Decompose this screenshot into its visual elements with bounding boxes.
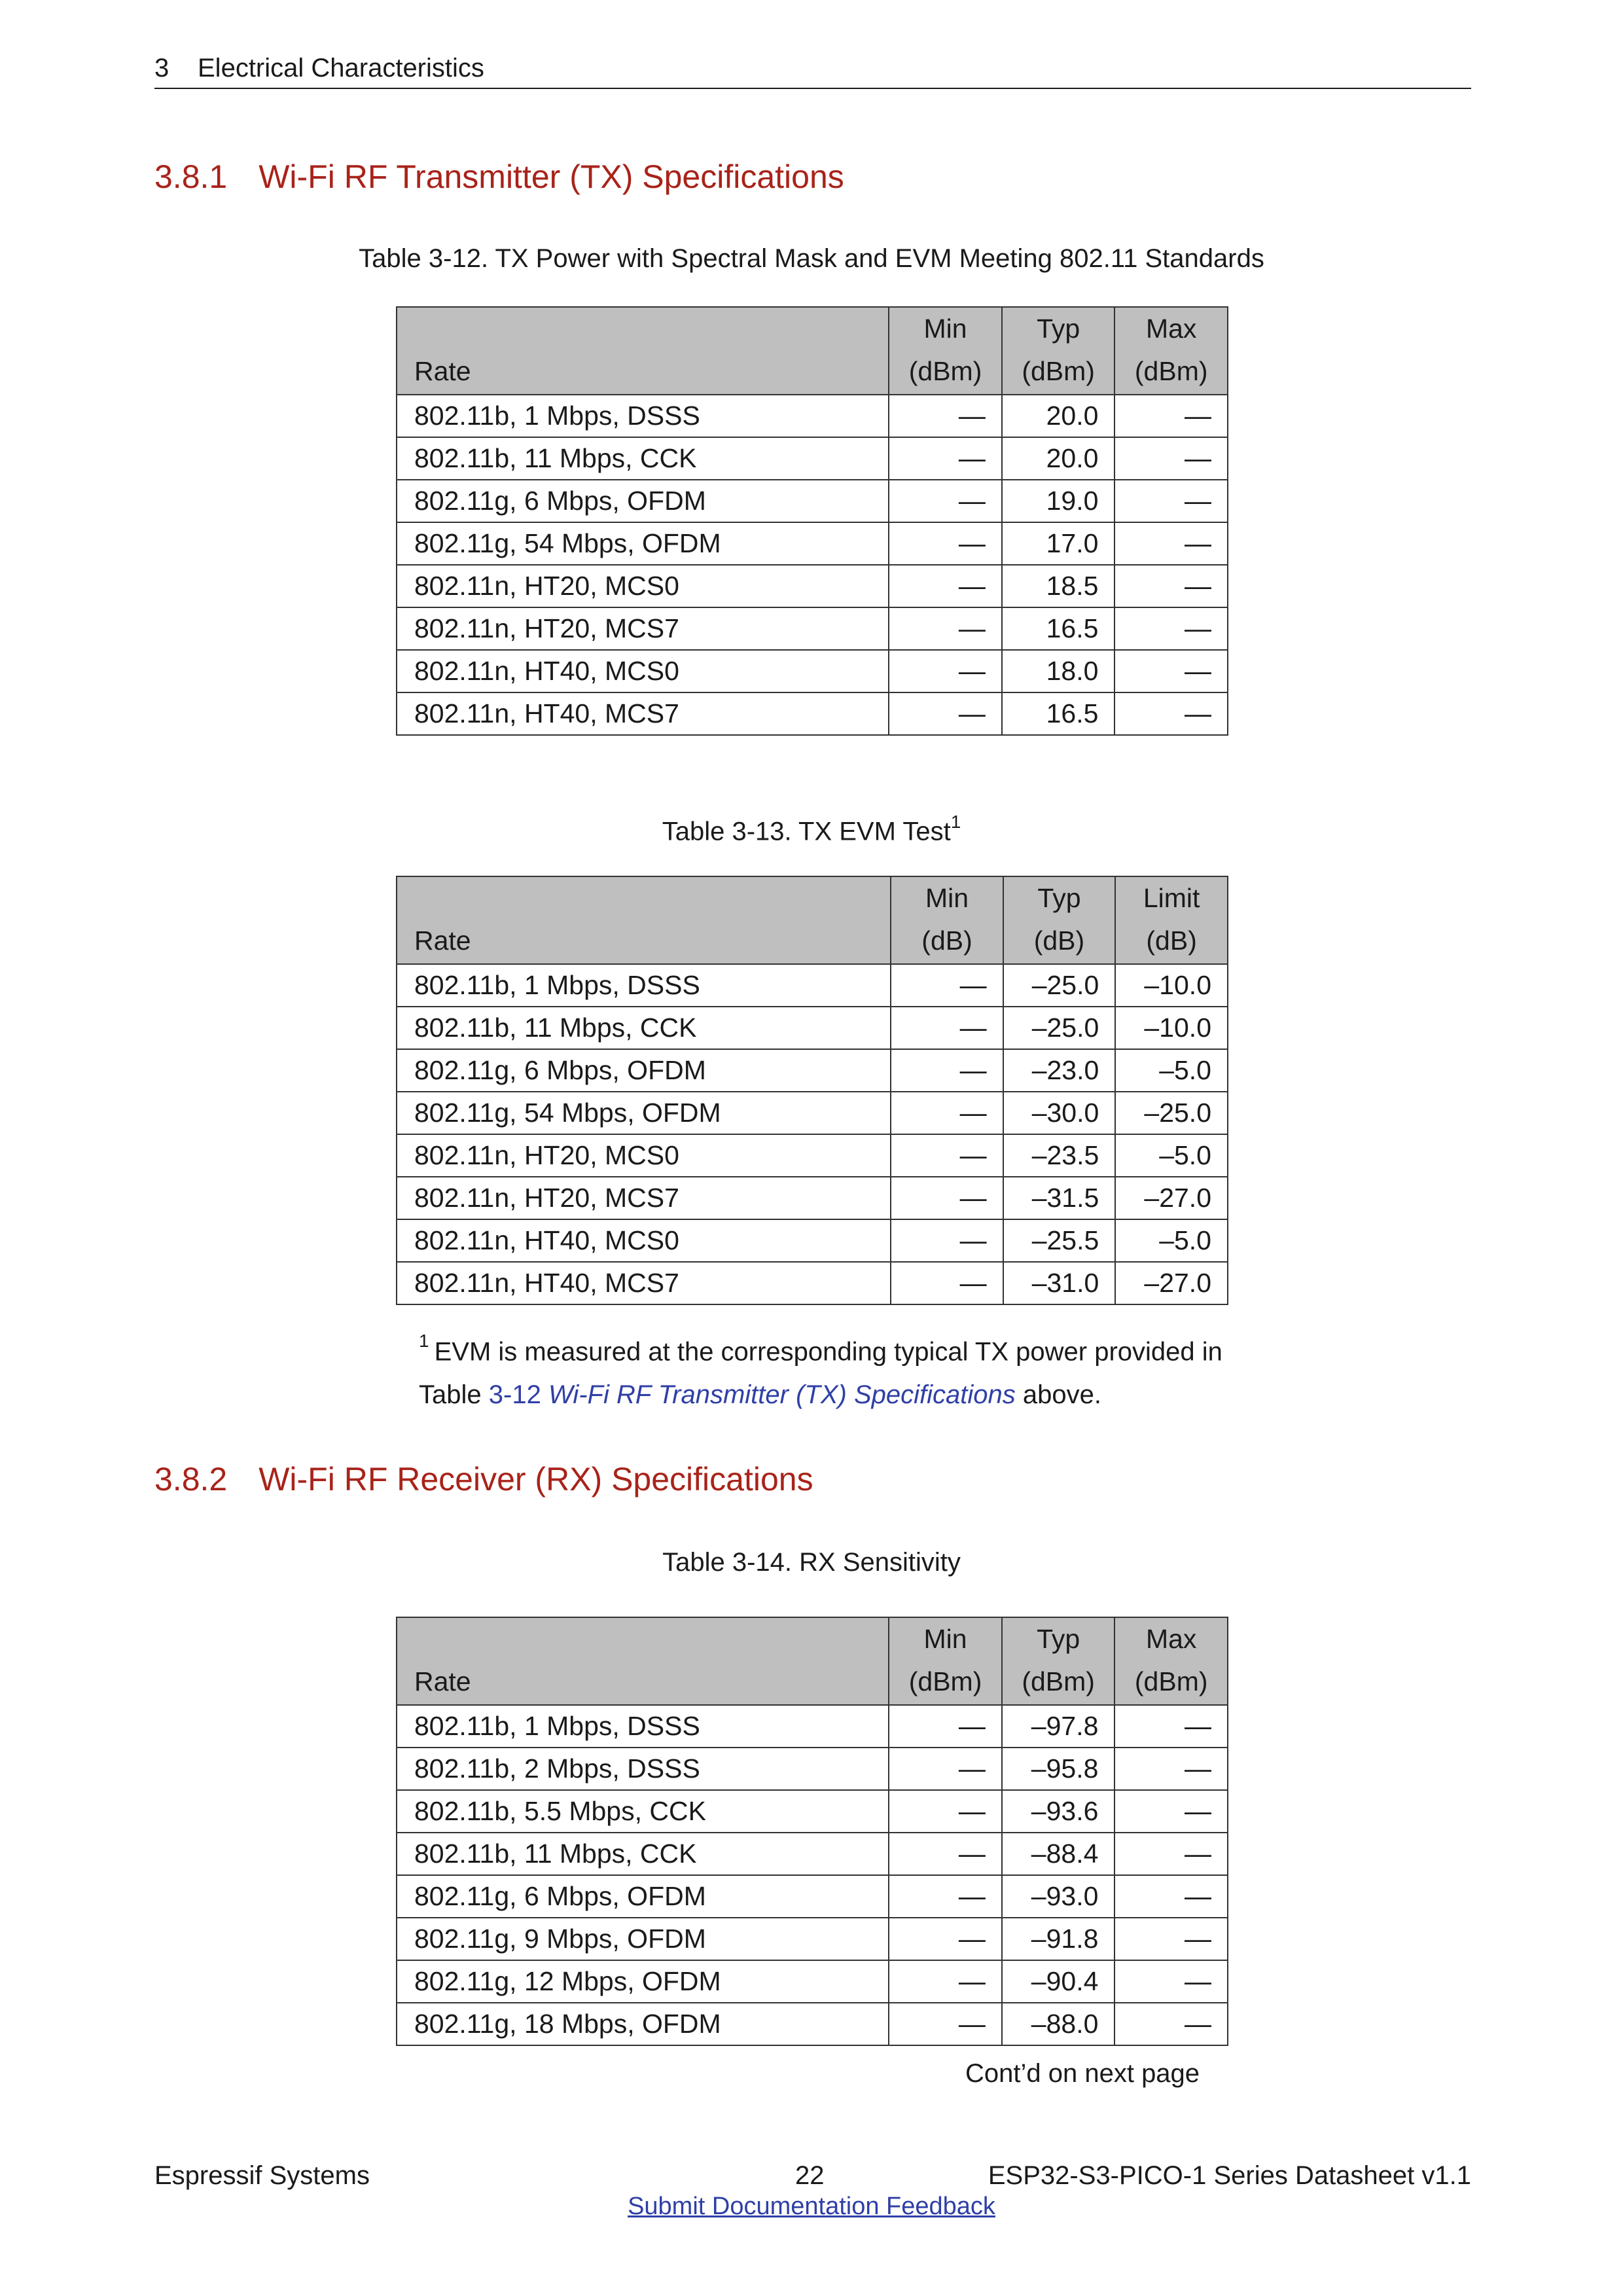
value-cell: –90.4: [1002, 1960, 1115, 2003]
value-cell: –27.0: [1115, 1262, 1228, 1304]
value-cell: –25.0: [1115, 1092, 1228, 1134]
table-row: [397, 1748, 1228, 1790]
value-cell: —: [1115, 650, 1228, 692]
rate-cell: 802.11g, 54 Mbps, OFDM: [397, 522, 889, 565]
section-heading-3-8-1: [154, 157, 844, 196]
table-row: [397, 1219, 1228, 1262]
value-cell: —: [889, 565, 1002, 607]
value-cell: –93.6: [1002, 1790, 1115, 1833]
value-cell: 20.0: [1002, 437, 1115, 480]
value-cell: –25.0: [1003, 1007, 1116, 1049]
footnote-mark: 1: [950, 812, 961, 832]
header-rate: Rate: [397, 307, 889, 395]
value-cell: 18.0: [1002, 650, 1115, 692]
value-cell: –97.8: [1002, 1705, 1115, 1748]
value-cell: 17.0: [1002, 522, 1115, 565]
table-row: [397, 607, 1228, 650]
value-cell: —: [1115, 607, 1228, 650]
value-cell: –10.0: [1115, 964, 1228, 1007]
value-cell: –95.8: [1002, 1748, 1115, 1790]
value-cell: —: [1115, 2003, 1228, 2045]
value-cell: —: [891, 964, 1003, 1007]
value-cell: —: [1115, 480, 1228, 522]
running-header: [154, 48, 1471, 89]
value-cell: —: [889, 650, 1002, 692]
value-cell: —: [889, 1748, 1002, 1790]
section-title: Wi-Fi RF Receiver (RX) Specifications: [259, 1461, 813, 1498]
value-cell: –30.0: [1003, 1092, 1116, 1134]
value-cell: —: [889, 1960, 1002, 2003]
value-cell: —: [891, 1049, 1003, 1092]
value-cell: –27.0: [1115, 1177, 1228, 1219]
value-cell: 20.0: [1002, 395, 1115, 437]
value-cell: –23.0: [1003, 1049, 1116, 1092]
value-cell: —: [889, 1790, 1002, 1833]
value-cell: –5.0: [1115, 1049, 1228, 1092]
table-row: [397, 1918, 1228, 1960]
rate-cell: 802.11n, HT40, MCS7: [397, 692, 889, 735]
value-cell: –25.5: [1003, 1219, 1116, 1262]
value-cell: –31.0: [1003, 1262, 1116, 1304]
table-row: [397, 2003, 1228, 2045]
value-cell: –88.4: [1002, 1833, 1115, 1875]
value-cell: —: [1115, 565, 1228, 607]
value-cell: –23.5: [1003, 1134, 1116, 1177]
value-cell: —: [1115, 522, 1228, 565]
rx-sensitivity-table: [396, 1617, 1228, 2046]
tx-power-table: [396, 306, 1228, 736]
rate-cell: 802.11g, 6 Mbps, OFDM: [397, 1875, 889, 1918]
value-cell: –5.0: [1115, 1134, 1228, 1177]
table-row: [397, 1007, 1228, 1049]
value-cell: —: [889, 692, 1002, 735]
tx-evm-table: [396, 876, 1228, 1305]
value-cell: —: [1115, 1960, 1228, 2003]
table-row: [397, 1092, 1228, 1134]
table-header-row: [397, 307, 1228, 395]
value-cell: 18.5: [1002, 565, 1115, 607]
rate-cell: 802.11b, 11 Mbps, CCK: [397, 1833, 889, 1875]
rate-cell: 802.11b, 11 Mbps, CCK: [397, 1007, 891, 1049]
value-cell: —: [891, 1262, 1003, 1304]
value-cell: –93.0: [1002, 1875, 1115, 1918]
section-heading-3-8-2: [154, 1460, 813, 1499]
value-cell: —: [889, 607, 1002, 650]
page-number: 22: [795, 2161, 825, 2190]
rate-cell: 802.11n, HT20, MCS0: [397, 1134, 891, 1177]
value-cell: —: [889, 1918, 1002, 1960]
table-3-14-caption: Table 3-14. RX Sensitivity: [662, 1548, 961, 1577]
value-cell: –91.8: [1002, 1918, 1115, 1960]
value-cell: —: [889, 437, 1002, 480]
value-cell: —: [1115, 1748, 1228, 1790]
value-cell: —: [889, 395, 1002, 437]
table-row: [397, 565, 1228, 607]
section-title: Wi-Fi RF Transmitter (TX) Specifications: [259, 158, 844, 195]
value-cell: —: [891, 1092, 1003, 1134]
table-row: [397, 1875, 1228, 1918]
chapter-number: 3: [154, 54, 169, 82]
header-rate: Rate: [397, 876, 891, 964]
header-max: Max (dBm): [1115, 1617, 1228, 1705]
value-cell: —: [889, 480, 1002, 522]
table-reference-link[interactable]: 3-12 Wi-Fi RF Transmitter (TX) Specifications: [488, 1380, 1016, 1410]
rate-cell: 802.11b, 1 Mbps, DSSS: [397, 395, 889, 437]
value-cell: —: [1115, 1790, 1228, 1833]
value-cell: —: [1115, 692, 1228, 735]
table-row: [397, 964, 1228, 1007]
footer-company: Espressif Systems: [154, 2161, 370, 2190]
table-row: [397, 692, 1228, 735]
table-row: [397, 1262, 1228, 1304]
value-cell: —: [1115, 1705, 1228, 1748]
table-row: [397, 1960, 1228, 2003]
value-cell: 16.5: [1002, 692, 1115, 735]
table-row: [397, 1790, 1228, 1833]
rate-cell: 802.11b, 2 Mbps, DSSS: [397, 1748, 889, 1790]
table-row: [397, 1177, 1228, 1219]
rate-cell: 802.11n, HT40, MCS0: [397, 1219, 891, 1262]
header-min: Min (dBm): [889, 307, 1002, 395]
value-cell: —: [891, 1007, 1003, 1049]
value-cell: –25.0: [1003, 964, 1116, 1007]
rate-cell: 802.11b, 1 Mbps, DSSS: [397, 964, 891, 1007]
rate-cell: 802.11b, 11 Mbps, CCK: [397, 437, 889, 480]
header-typ: Typ (dB): [1003, 876, 1116, 964]
value-cell: —: [891, 1177, 1003, 1219]
value-cell: —: [1115, 395, 1228, 437]
value-cell: —: [889, 1833, 1002, 1875]
table-row: [397, 1833, 1228, 1875]
chapter-title: Electrical Characteristics: [198, 54, 484, 82]
submit-feedback-link[interactable]: Submit Documentation Feedback: [628, 2193, 995, 2220]
table-row: [397, 1134, 1228, 1177]
value-cell: –10.0: [1115, 1007, 1228, 1049]
header-typ: Typ (dBm): [1002, 307, 1115, 395]
table-row: [397, 522, 1228, 565]
value-cell: —: [889, 522, 1002, 565]
value-cell: 19.0: [1002, 480, 1115, 522]
section-number: 3.8.1: [154, 158, 228, 195]
rate-cell: 802.11g, 9 Mbps, OFDM: [397, 1918, 889, 1960]
rate-cell: 802.11n, HT20, MCS7: [397, 1177, 891, 1219]
rate-cell: 802.11b, 1 Mbps, DSSS: [397, 1705, 889, 1748]
rate-cell: 802.11g, 12 Mbps, OFDM: [397, 1960, 889, 2003]
header-min: Min (dB): [891, 876, 1003, 964]
value-cell: —: [1115, 1918, 1228, 1960]
value-cell: —: [1115, 1875, 1228, 1918]
value-cell: —: [891, 1134, 1003, 1177]
header-typ: Typ (dBm): [1002, 1617, 1115, 1705]
table-row: [397, 395, 1228, 437]
rate-cell: 802.11g, 18 Mbps, OFDM: [397, 2003, 889, 2045]
table-header-row: [397, 876, 1228, 964]
rate-cell: 802.11n, HT40, MCS0: [397, 650, 889, 692]
value-cell: –5.0: [1115, 1219, 1228, 1262]
table-header-row: [397, 1617, 1228, 1705]
continued-note: Cont’d on next page: [965, 2059, 1200, 2088]
value-cell: —: [1115, 1833, 1228, 1875]
header-max: Max (dBm): [1115, 307, 1228, 395]
rate-cell: 802.11n, HT20, MCS7: [397, 607, 889, 650]
value-cell: —: [889, 1705, 1002, 1748]
table-3-13-caption: Table 3-13. TX EVM Test$^1$: [662, 812, 961, 846]
section-number: 3.8.2: [154, 1461, 228, 1498]
rate-cell: 802.11g, 6 Mbps, OFDM: [397, 1049, 891, 1092]
value-cell: —: [891, 1219, 1003, 1262]
table-row: [397, 1705, 1228, 1748]
value-cell: —: [889, 2003, 1002, 2045]
table-row: [397, 480, 1228, 522]
footer-doc-title: ESP32-S3-PICO-1 Series Datasheet v1.1: [988, 2161, 1471, 2190]
header-limit: Limit (dB): [1115, 876, 1228, 964]
table-footnote: $^1$ EVM is measured at the corresponding typical TX power provided in Table 3-12 Wi-Fi RF Transmitter (TX) Specifications above.: [419, 1331, 1222, 1410]
value-cell: –31.5: [1003, 1177, 1116, 1219]
header-min: Min (dBm): [889, 1617, 1002, 1705]
table-row: [397, 437, 1228, 480]
rate-cell: 802.11n, HT20, MCS0: [397, 565, 889, 607]
value-cell: –88.0: [1002, 2003, 1115, 2045]
header-rate: Rate: [397, 1617, 889, 1705]
rate-cell: 802.11g, 54 Mbps, OFDM: [397, 1092, 891, 1134]
table-row: [397, 650, 1228, 692]
feedback-link-row: [0, 2190, 1623, 2223]
value-cell: —: [1115, 437, 1228, 480]
table-row: [397, 1049, 1228, 1092]
rate-cell: 802.11b, 5.5 Mbps, CCK: [397, 1790, 889, 1833]
value-cell: 16.5: [1002, 607, 1115, 650]
value-cell: —: [889, 1875, 1002, 1918]
rate-cell: 802.11g, 6 Mbps, OFDM: [397, 480, 889, 522]
table-3-12-caption: Table 3-12. TX Power with Spectral Mask and EVM Meeting 802.11 Standards: [359, 244, 1264, 273]
footnote-number: 1: [419, 1331, 429, 1351]
rate-cell: 802.11n, HT40, MCS7: [397, 1262, 891, 1304]
